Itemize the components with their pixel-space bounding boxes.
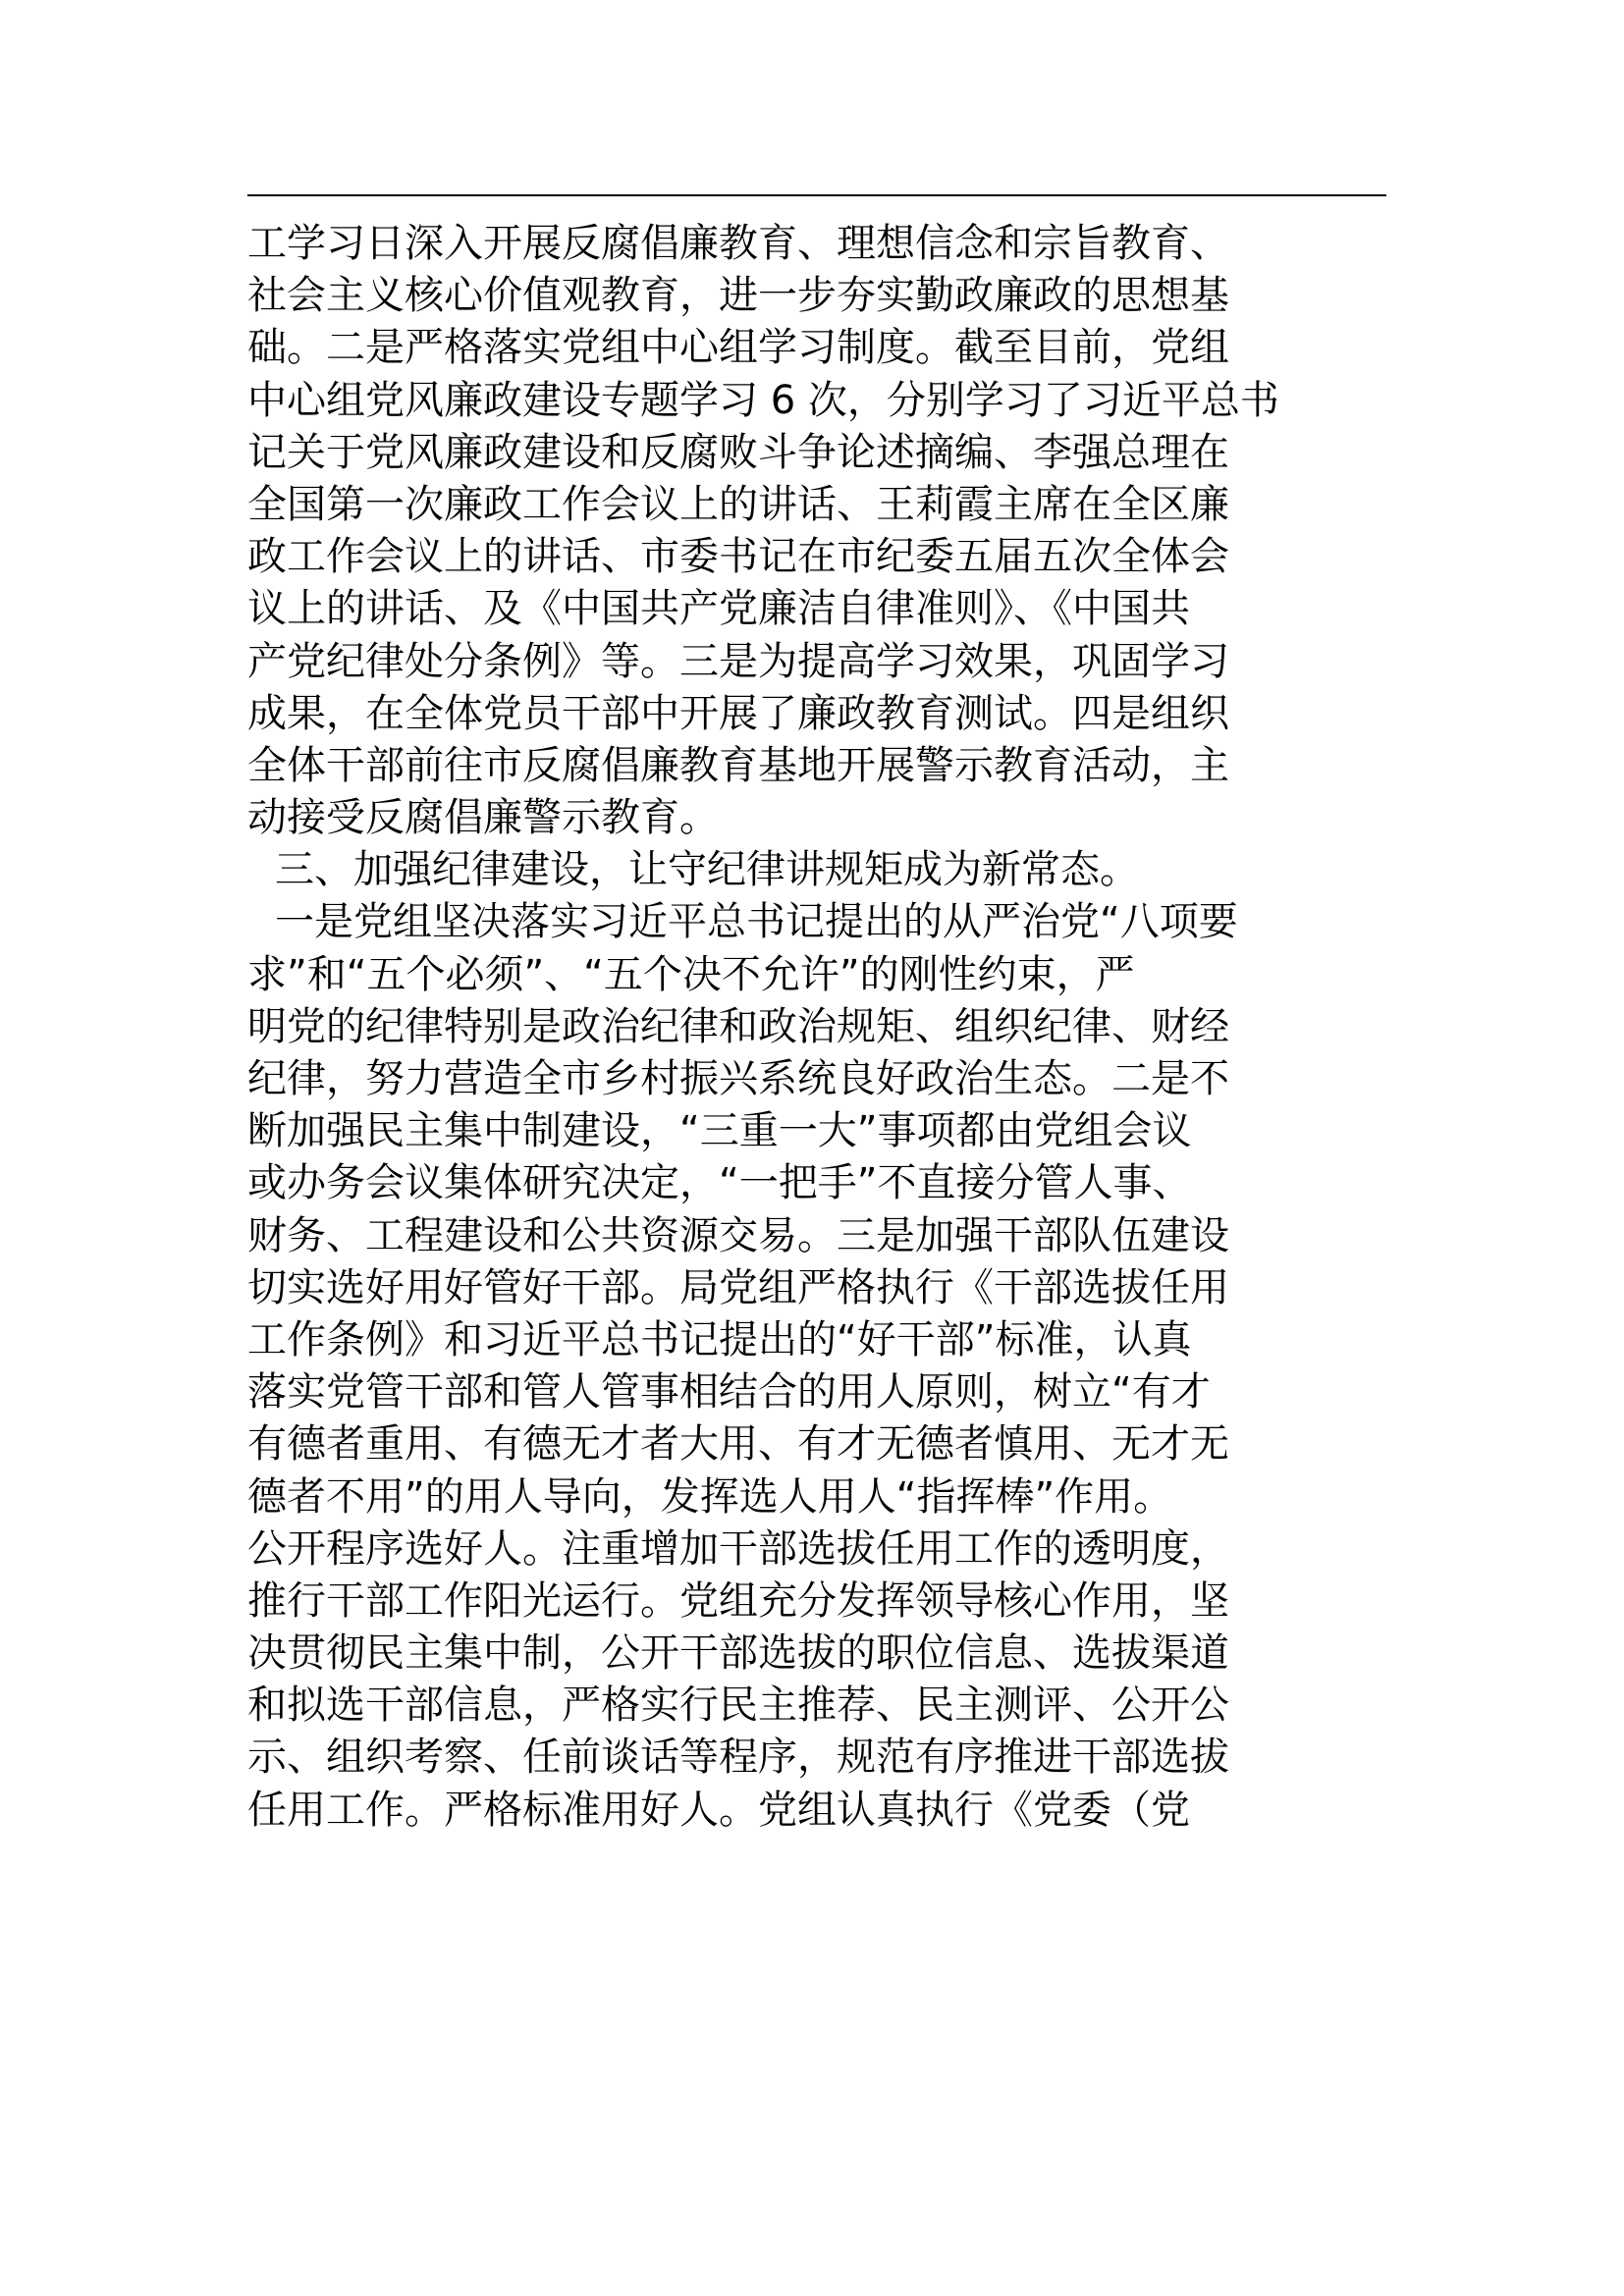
text-line: 落实党管干部和管人管事相结合的用人原则，树立“有才: [247, 1369, 1211, 1415]
text-line: 德者不用”的用人导向，发挥选人用人“指挥棒”作用。: [247, 1473, 1173, 1520]
text-line: 切实选好用好管好干部。局党组严格执行《干部选拔任用: [247, 1264, 1229, 1310]
text-line: 任用工作。严格标准用好人。党组认真执行《党委（党: [247, 1787, 1190, 1833]
text-line: 政工作会议上的讲话、市委书记在市纪委五届五次全体会: [247, 534, 1229, 580]
text-line: 社会主义核心价值观教育，进一步夯实勤政廉政的思想基: [247, 273, 1229, 319]
text-line: 有德者重用、有德无才者大用、有才无德者慎用、无才无: [247, 1421, 1229, 1468]
text-line: 成果，在全体党员干部中开展了廉政教育测试。四是组织: [247, 690, 1229, 736]
text-line: 一是党组坚决落实习近平总书记提出的从严治党“八项要: [275, 899, 1238, 945]
text-line: 示、组织考察、任前谈话等程序，规范有序推进干部选拔: [247, 1735, 1229, 1781]
text-line: 动接受反腐倡廉警示教育。: [247, 795, 719, 841]
text-line: 中心组党风廉政建设专题学习 6 次，分别学习了习近平总书: [247, 377, 1279, 423]
text-line: 求”和“五个必须”、“五个决不允许”的刚性约束，严: [247, 951, 1135, 997]
text-line: 决贯彻民主集中制，公开干部选拔的职位信息、选拔渠道: [247, 1630, 1229, 1677]
text-line: 和拟选干部信息，严格实行民主推荐、民主测评、公开公: [247, 1682, 1229, 1729]
text-line: 工学习日深入开展反腐倡廉教育、理想信念和宗旨教育、: [247, 221, 1229, 266]
text-line: 财务、工程建设和公共资源交易。三是加强干部队伍建设: [247, 1212, 1229, 1258]
text-line: 产党纪律处分条例》等。三是为提高学习效果，巩固学习: [247, 638, 1229, 684]
section-heading: 三、加强纪律建设，让守纪律讲规矩成为新常态。: [275, 847, 1139, 893]
text-line: 工作条例》和习近平总书记提出的“好干部”标准，认真: [247, 1316, 1192, 1362]
text-line: 公开程序选好人。注重增加干部选拔任用工作的透明度，: [247, 1525, 1229, 1572]
text-line: 断加强民主集中制建设，“三重一大”事项都由党组会议: [247, 1108, 1192, 1154]
text-line: 全体干部前往市反腐倡廉教育基地开展警示教育活动，主: [247, 742, 1229, 788]
text-line: 全国第一次廉政工作会议上的讲话、王莉霞主席在全区廉: [247, 481, 1229, 527]
text-line: 或办务会议集体研究决定，“一把手”不直接分管人事、: [247, 1160, 1192, 1206]
body-text: [247, 218, 1392, 1837]
text-line: 推行干部工作阳光运行。党组充分发挥领导核心作用，坚: [247, 1577, 1229, 1624]
text-line: 记关于党风廉政建设和反腐败斗争论述摘编、李强总理在: [247, 429, 1229, 475]
text-line: 础。二是严格落实党组中心组学习制度。截至目前，党组: [247, 325, 1229, 371]
text-line: 议上的讲话、及《中国共产党廉洁自律准则》、《中国共: [247, 586, 1190, 632]
text-line: 纪律，努力营造全市乡村振兴系统良好政治生态。二是不: [247, 1056, 1229, 1101]
text-line: 明党的纪律特别是政治纪律和政治规矩、组织纪律、财经: [247, 1003, 1229, 1049]
header-rule: [247, 194, 1386, 196]
